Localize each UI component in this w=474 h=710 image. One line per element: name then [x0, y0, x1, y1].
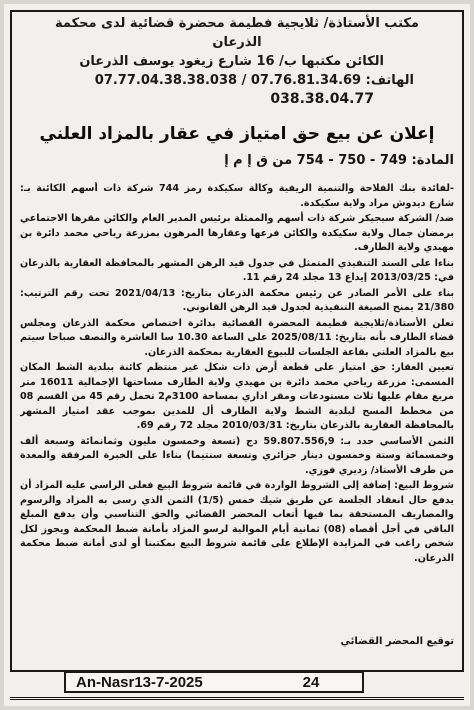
sale-conditions-paragraph: شروط البيع: إضافة إلى الشروط الواردة في قائمة شروط البيع فعلى الراسي عليه المزاد أن يدفع حال انعقاد الجلسة عن طريق شيك خمس (1/5) الثمن الذي رسى به المزاد والرسوم والمصاريف المستحقة بما فيها أتعاب المحضر القضائي والحق التناسبي وأن يدفع المبلغ الباقي في أجل أقصاه (08) ثمانية أيام الموالية لرسو المزاد بأمانة ضبط المحكمة ويجوز لكل شخص راغب في المزايدة الإطلاع على قائمة شروط البيع بمكتبنا أو لدى أمانة ضبط محكمة الذرعان. — [20, 480, 454, 564]
publication-footer — [64, 671, 364, 693]
newspaper-page — [4, 4, 470, 706]
property-description-paragraph: تعيين العقار: حق امتياز على قطعة أرض ذات شكل غير منتظم كائنة ببلدية الشط المكان المسمى: مزرعة رياحي محمد دائرة بن مهيدي ولاية الطارف مساحتها الإجمالية 16011 متر مربع مقام عليها ثلاث مستودعات ومقر اداري بمساحة 3100م2 تحمل رقم 45 من القسم 08 من مخطط المسح لبلدية الشط ولاية الطارف أل للمدين بموجب عقد امتياز المشهر بالمحافظة العقارية بالذرعان بتاريخ: 2010/03/31 مجلد 72 رقم 69. — [20, 362, 454, 431]
bottom-divider — [10, 697, 464, 700]
office-address: الكائن مكتبها ب/ 16 شارع زيغود يوسف الذرعان — [79, 54, 384, 69]
bailiff-signature: توقيع المحضر القضائي — [340, 636, 454, 647]
office-city: الذرعان — [212, 35, 262, 50]
base-price-paragraph: الثمن الأساسي حدد بـ: 59.807.556,9 دج (تسعة وخمسون مليون وثمانمائة وسبعة ألف وخمسمائة وستة وخمسون دينار جزائري وتسعة سنتيما) بناءا على الخبرة المرفقة والمعدة من طرف الأستاذ/ زديري فوزي. — [20, 435, 454, 476]
auction-date-paragraph: تعلن الأستاذة/ثلايجية فطيمة المحضرة القضائية بدائرة اختصاص محكمة الذرعان ومجلس قضاء الطارف بأنه بتاريخ: 2025/08/11 على الساعة 10.30 سا العاشرة والنصف صباحا سيتم بيع بالمزاد العلني بقاعة الجلسات للبيوع العقارية بمحكمة الذرعان. — [20, 317, 454, 358]
office-phones: الهاتف: 07.76.81.34.69 / 07.77.04.38.38.038 — [94, 73, 414, 88]
office-header — [20, 14, 454, 109]
announcement-title: إعلان عن بيع حق امتياز في عقار بالمزاد العلني — [39, 124, 435, 144]
executive-title-paragraph: بناءا على السند التنفيذي المتمثل في جدول قيد الرهن المشهر بالمحافظة العقارية بالذرعان في: 2013/03/25 إيداع 13 مجلد 24 رقم 11. — [20, 257, 454, 283]
creditor-paragraph: -لفائدة بنك الفلاحة والتنمية الريفية وكالة سكيكدة رمز 744 شركة ذات أسهم الكائنة بـ: شارع ديدوش مراد ولاية سكيكدة. — [20, 183, 454, 209]
debtor-paragraph: ضد/ الشركة سيجيكر شركة ذات أسهم والممثلة برئيس المدير العام والكائن مقرها الاجتماعي برمضان جمال ولاية سكيكدة والكائن فرعها وعقارها المرهون بمزرعة رياحي محمد دائرة بن مهيدي ولاية الطارف. — [20, 213, 454, 253]
announcement-body — [20, 182, 454, 622]
publication-date: An-Nasr13-7-2025 — [76, 673, 203, 691]
office-fax: 038.38.04.77 — [270, 91, 374, 107]
legal-articles: المادة: 749 - 750 - 754 من ق إ م إ — [224, 153, 454, 168]
court-order-paragraph: بناء على الأمر الصادر عن رئيس محكمة الذرعان بتاريخ: 2021/04/13 تحت رقم الترتيب: 21/380 يمنح الصيغة التنفيذية لجدول قيد الرهن القانوني. — [20, 287, 454, 313]
page-number: 24 — [302, 673, 320, 691]
office-name: مكتب الأستاذة/ ثلايجية فطيمة محضرة قضائية لدى محكمة — [55, 16, 419, 31]
